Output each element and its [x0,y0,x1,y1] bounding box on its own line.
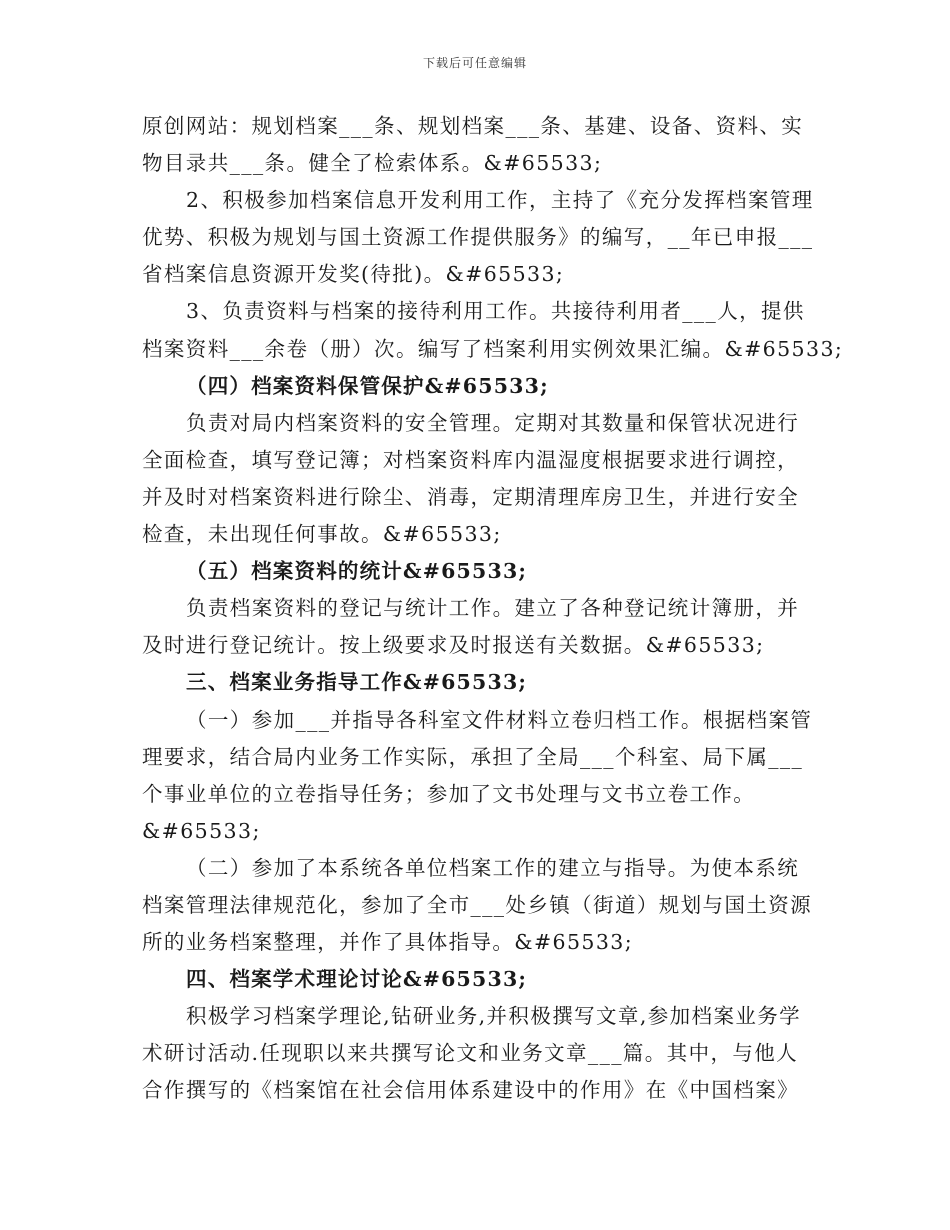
text-line: 负责档案资料的登记与统计工作。建立了各种登记统计簿册，并 [186,596,800,621]
section-heading: （五）档案资料的统计&#65533; [186,559,528,584]
text-line: 原创网站：规划档案___条、规划档案___条、基建、设备、资料、实 [142,114,804,138]
text-line: 检查，未出现任何事故。&#65533; [142,522,502,547]
document-body [142,108,844,1110]
text-line: 省档案信息资源开发奖(待批)。&#65533; [142,262,565,287]
text-line: （二）参加了本系统各单位档案工作的建立与指导。为使本系统 [186,855,800,880]
text-line: 并及时对档案资料进行除尘、消毒，定期清理库房卫生，并进行安全 [142,484,799,509]
text-line: 档案管理法律规范化，参加了全市___处乡镇（街道）规划与国土资源 [142,892,813,917]
text-line: 优势、积极为规划与国土资源工作提供服务》的编写，__年已申报___ [142,225,814,250]
text-line: &#65533; [142,818,261,843]
text-line: 术研讨活动.任现职以来共撰写论文和业务文章___篇。其中，与他人 [142,1041,799,1066]
text-line: 2、积极参加档案信息开发利用工作，主持了《充分发挥档案管理 [186,188,814,213]
text-line: 理要求，结合局内业务工作实际，承担了全局___个科室、局下属___ [142,744,804,769]
section-heading: 四、档案学术理论讨论&#65533; [186,967,528,992]
text-line: 物目录共___条。健全了检索体系。&#65533; [142,151,603,176]
text-line: 个事业单位的立卷指导任务；参加了文书处理与文书立卷工作。 [142,781,756,806]
text-line: 负责对局内档案资料的安全管理。定期对其数量和保管状况进行 [186,410,800,435]
text-line: 及时进行登记统计。按上级要求及时报送有关数据。&#65533; [142,633,765,658]
text-line: 所的业务档案整理，并作了具体指导。&#65533; [142,930,634,955]
text-line: 3、负责资料与档案的接待利用工作。共接待利用者___人，提供 [186,299,805,324]
text-line: （一）参加___并指导各科室文件材料立卷归档工作。根据档案管 [186,707,813,732]
text-line: 档案资料___余卷（册）次。编写了档案利用实例效果汇编。&#65533; [142,336,844,361]
text-line: 合作撰写的《档案馆在社会信用体系建设中的作用》在《中国档案》 [142,1078,799,1103]
text-line: 积极学习档案学理论,钻研业务,并积极撰写文章,参加档案业务学 [186,1004,802,1029]
section-heading: 三、档案业务指导工作&#65533; [186,670,528,695]
page-header: 下载后可任意编辑 [422,56,527,70]
section-heading: （四）档案资料保管保护&#65533; [186,373,549,398]
text-line: 全面检查，填写登记簿；对档案资料库内温湿度根据要求进行调控， [142,447,799,472]
